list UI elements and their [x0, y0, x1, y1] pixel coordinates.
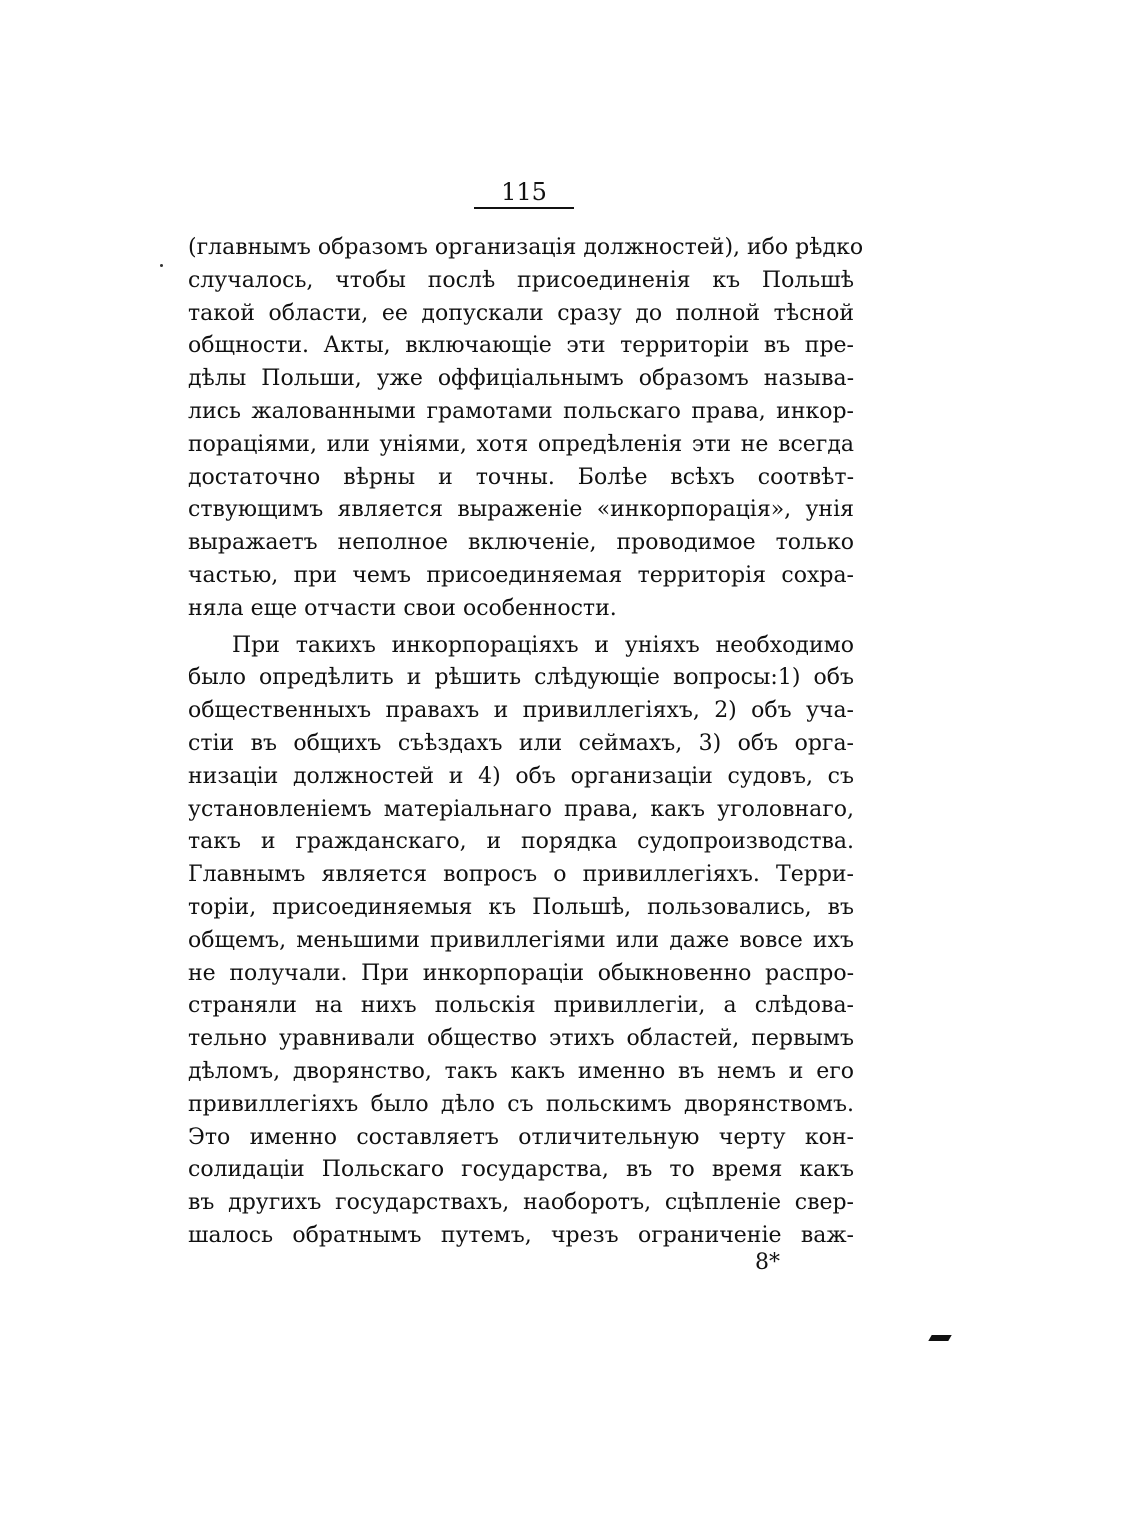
- text-line: общемъ, меньшими привиллегіями или даже вовсе ихъ: [188, 927, 854, 953]
- text-line: пораціями, или уніями, хотя опредѣленія эти не всегда: [188, 431, 854, 457]
- text-line: привиллегіяхъ было дѣло съ польскимъ дворянствомъ.: [188, 1091, 854, 1117]
- text-line: общественныхъ правахъ и привиллегіяхъ, 2) объ уча-: [188, 698, 854, 724]
- text-line: шалось обратнымъ путемъ, чрезъ ограниченіе важ-: [188, 1222, 854, 1248]
- paragraph-1: [188, 232, 864, 626]
- text-line: (главнымъ образомъ организація должностей), ибо рѣдко: [188, 235, 864, 260]
- text-line: выражаетъ неполное включеніе, проводимое только: [188, 530, 854, 556]
- text-line: тельно уравнивали общество этихъ областей, первымъ: [188, 1026, 854, 1052]
- text-line: торіи, присоединяемыя къ Польшѣ, пользовались, въ: [188, 894, 854, 920]
- page-number: 115: [501, 178, 547, 206]
- text-line: низаціи должностей и 4) объ организаціи судовъ, съ: [188, 763, 854, 789]
- printer-signature-mark: 8*: [755, 1250, 780, 1275]
- text-line: не получали. При инкорпораціи обыкновенно распро-: [188, 960, 854, 986]
- text-line: общности. Акты, включающіе эти территоріи въ пре-: [188, 333, 854, 359]
- text-line: лись жалованными грамотами польскаго права, инкор-: [188, 398, 854, 424]
- text-line: стіи въ общихъ съѣздахъ или сеймахъ, 3) объ орга-: [188, 730, 854, 756]
- text-line: дѣломъ, дворянство, такъ какъ именно въ немъ и его: [188, 1058, 854, 1084]
- margin-ink-mark: [928, 1335, 951, 1341]
- text-line: случалось, чтобы послѣ присоединенія къ Польшѣ: [188, 267, 854, 293]
- text-line: Главнымъ является вопросъ о привиллегіяхъ. Терри-: [188, 862, 854, 888]
- margin-speck: [160, 264, 163, 267]
- paragraph-2: [188, 630, 854, 1253]
- text-line: достаточно вѣрны и точны. Болѣе всѣхъ соотвѣт-: [188, 464, 854, 490]
- text-line: установленіемъ матеріальнаго права, какъ уголовнаго,: [188, 796, 854, 822]
- text-line: Это именно составляетъ отличительную черту кон-: [188, 1124, 854, 1150]
- text-line: солидаціи Польскаго государства, въ то время какъ: [188, 1157, 854, 1183]
- text-line: страняли на нихъ польскія привиллегіи, а слѣдова-: [188, 993, 854, 1019]
- text-line: дѣлы Польши, уже оффиціальнымъ образомъ называ-: [188, 366, 854, 392]
- text-line: ствующимъ является выраженіе «инкорпорація», унія: [188, 497, 854, 523]
- body-text: [188, 232, 864, 1253]
- text-line: При такихъ инкорпораціяхъ и уніяхъ необходимо: [232, 632, 854, 658]
- text-line: такой области, ее допускали сразу до полной тѣсной: [188, 300, 854, 326]
- text-line: такъ и гражданскаго, и порядка судопроизводства.: [188, 829, 854, 855]
- header-rule: [474, 207, 574, 209]
- text-line: было опредѣлить и рѣшить слѣдующіе вопросы:1) объ: [188, 665, 854, 691]
- text-line: въ другихъ государствахъ, наоборотъ, сцѣпленіе свер-: [188, 1190, 854, 1216]
- text-line: няла еще отчасти свои особенности.: [188, 595, 617, 621]
- text-line: частью, при чемъ присоединяемая территорія сохра-: [188, 562, 854, 588]
